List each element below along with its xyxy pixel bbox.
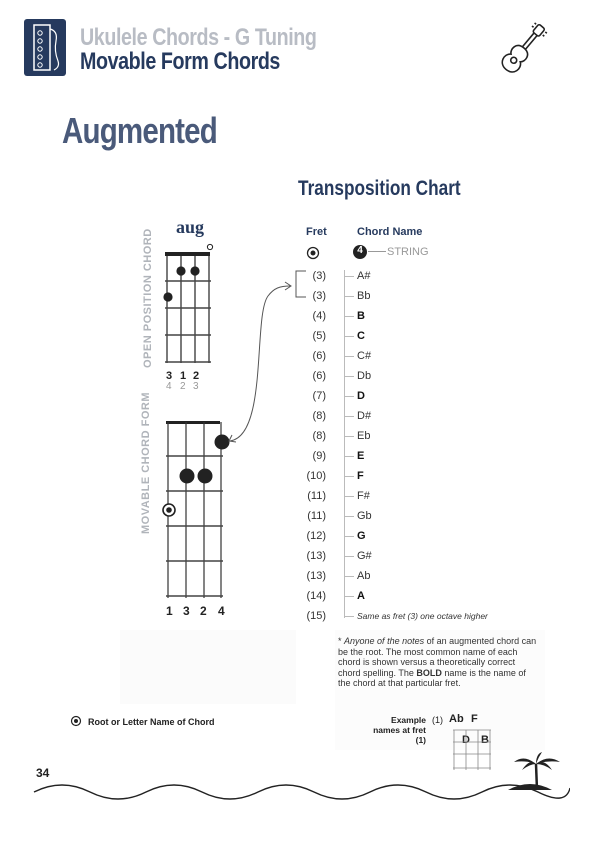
example-label: Example names at fret (1) (373, 715, 426, 745)
row-chord-name: Db (357, 370, 372, 382)
row-chord-name: G (357, 530, 366, 542)
row-fret: (3) (312, 270, 326, 282)
movable-finger-3: 2 (200, 604, 207, 618)
row-fret: (13) (306, 550, 326, 562)
row-tick (344, 356, 354, 357)
row-chord-name: C (357, 330, 365, 342)
row-chord-name: D (357, 390, 365, 402)
row-chord-name: A# (357, 270, 371, 282)
row-chord-name: F (357, 470, 364, 482)
row-tick (344, 376, 354, 377)
row-tick (344, 576, 354, 577)
root-legend: Root or Letter Name of Chord (88, 717, 215, 727)
example-name-4: B (481, 734, 489, 746)
string-label: STRING (387, 246, 429, 258)
row-fret: (5) (312, 330, 326, 342)
row-tick (344, 276, 354, 277)
finger-dot (190, 266, 199, 275)
root-marker-icon (305, 245, 321, 261)
row-fret: (4) (312, 310, 326, 322)
row-chord-name: Eb (357, 430, 371, 442)
row-chord-name: B (357, 310, 365, 322)
string-number: 4 (357, 245, 363, 256)
row-chord-name: Gb (357, 510, 372, 522)
fret-column-header: Fret (306, 226, 327, 238)
example-fret: (1) (432, 715, 443, 725)
open-fret-2: 2 (180, 381, 186, 392)
row-fret: (13) (306, 570, 326, 582)
row-chord-name: G# (357, 550, 372, 562)
section-subtitle: Movable Form Chords (80, 48, 280, 75)
row-tick (344, 336, 354, 337)
row-chord-name: D# (357, 410, 372, 422)
row-fret: (8) (312, 430, 326, 442)
row-tick (344, 596, 354, 597)
movable-finger-4: 4 (218, 604, 225, 618)
root-marker-icon (70, 715, 82, 727)
row-tick (344, 496, 354, 497)
finger-dot (163, 292, 172, 301)
page-title: Augmented (62, 110, 217, 151)
book-logo (24, 19, 66, 76)
row-chord-name: C# (357, 350, 372, 362)
example-name-1: Ab (449, 713, 464, 725)
row-tick (344, 536, 354, 537)
row-tick (344, 476, 354, 477)
example-name-3: D (462, 734, 470, 746)
movable-chord-diagram (160, 418, 235, 604)
row-fret: (12) (306, 530, 326, 542)
row-fret: (10) (306, 470, 326, 482)
finger-dot (180, 469, 195, 484)
row-tick (344, 296, 354, 297)
open-position-label: OPEN POSITION CHORD (142, 228, 154, 368)
row-fret: (11) (307, 510, 326, 522)
last-fret: (15) (306, 610, 326, 622)
open-fret-1: 4 (166, 381, 172, 392)
row-tick (344, 436, 354, 437)
wave-decoration (30, 752, 570, 812)
open-string-marker (207, 244, 212, 249)
page-number: 34 (36, 766, 50, 780)
row-fret: (3) (312, 290, 326, 302)
string-pointer (368, 251, 386, 252)
row-tick (344, 556, 354, 557)
movable-finger-1: 1 (166, 604, 173, 618)
transposition-chart-title: Transposition Chart (298, 177, 461, 200)
blank-panel (120, 630, 296, 704)
open-chord-diagram (160, 242, 220, 368)
movable-finger-2: 3 (183, 604, 190, 618)
chart-guide-line (344, 270, 345, 618)
open-finger-2: 1 (180, 370, 187, 382)
finger-dot (176, 266, 185, 275)
example-name-2: F (471, 713, 478, 725)
row-fret: (7) (312, 390, 326, 402)
row-fret: (6) (312, 350, 326, 362)
ukulele-icon (494, 18, 554, 78)
movable-form-label: MOVABLE CHORD FORM (140, 391, 152, 534)
row-tick (344, 396, 354, 397)
row-tick (344, 416, 354, 417)
open-fret-3: 3 (193, 381, 199, 392)
row-chord-name: F# (357, 490, 370, 502)
row-fret: (9) (312, 450, 326, 462)
row-chord-name: Bb (357, 290, 371, 302)
palm-tree-icon (512, 752, 562, 794)
series-title: Ukulele Chords - G Tuning (80, 24, 317, 51)
open-finger-3: 2 (193, 370, 200, 382)
open-finger-1: 3 (166, 370, 173, 382)
footnote: * Anyone of the notes of an augmented chord can be the root. The most common name of each chord is shown versus a theoretically correct chord spelling. The BOLD name is the name of the chord at that particular fret. (338, 636, 537, 689)
row-fret: (11) (307, 490, 326, 502)
row-tick (344, 456, 354, 457)
row-tick (344, 316, 354, 317)
row-chord-name: Ab (357, 570, 371, 582)
finger-dot (198, 469, 213, 484)
octave-note: Same as fret (3) one octave higher (357, 611, 488, 621)
row-tick (344, 516, 354, 517)
row-fret: (6) (312, 370, 326, 382)
chord-name-column-header: Chord Name (357, 226, 423, 238)
row-fret: (8) (312, 410, 326, 422)
chord-name: aug (176, 217, 205, 237)
row-chord-name: E (357, 450, 365, 462)
row-fret: (14) (306, 590, 326, 602)
row-chord-name: A (357, 590, 365, 602)
